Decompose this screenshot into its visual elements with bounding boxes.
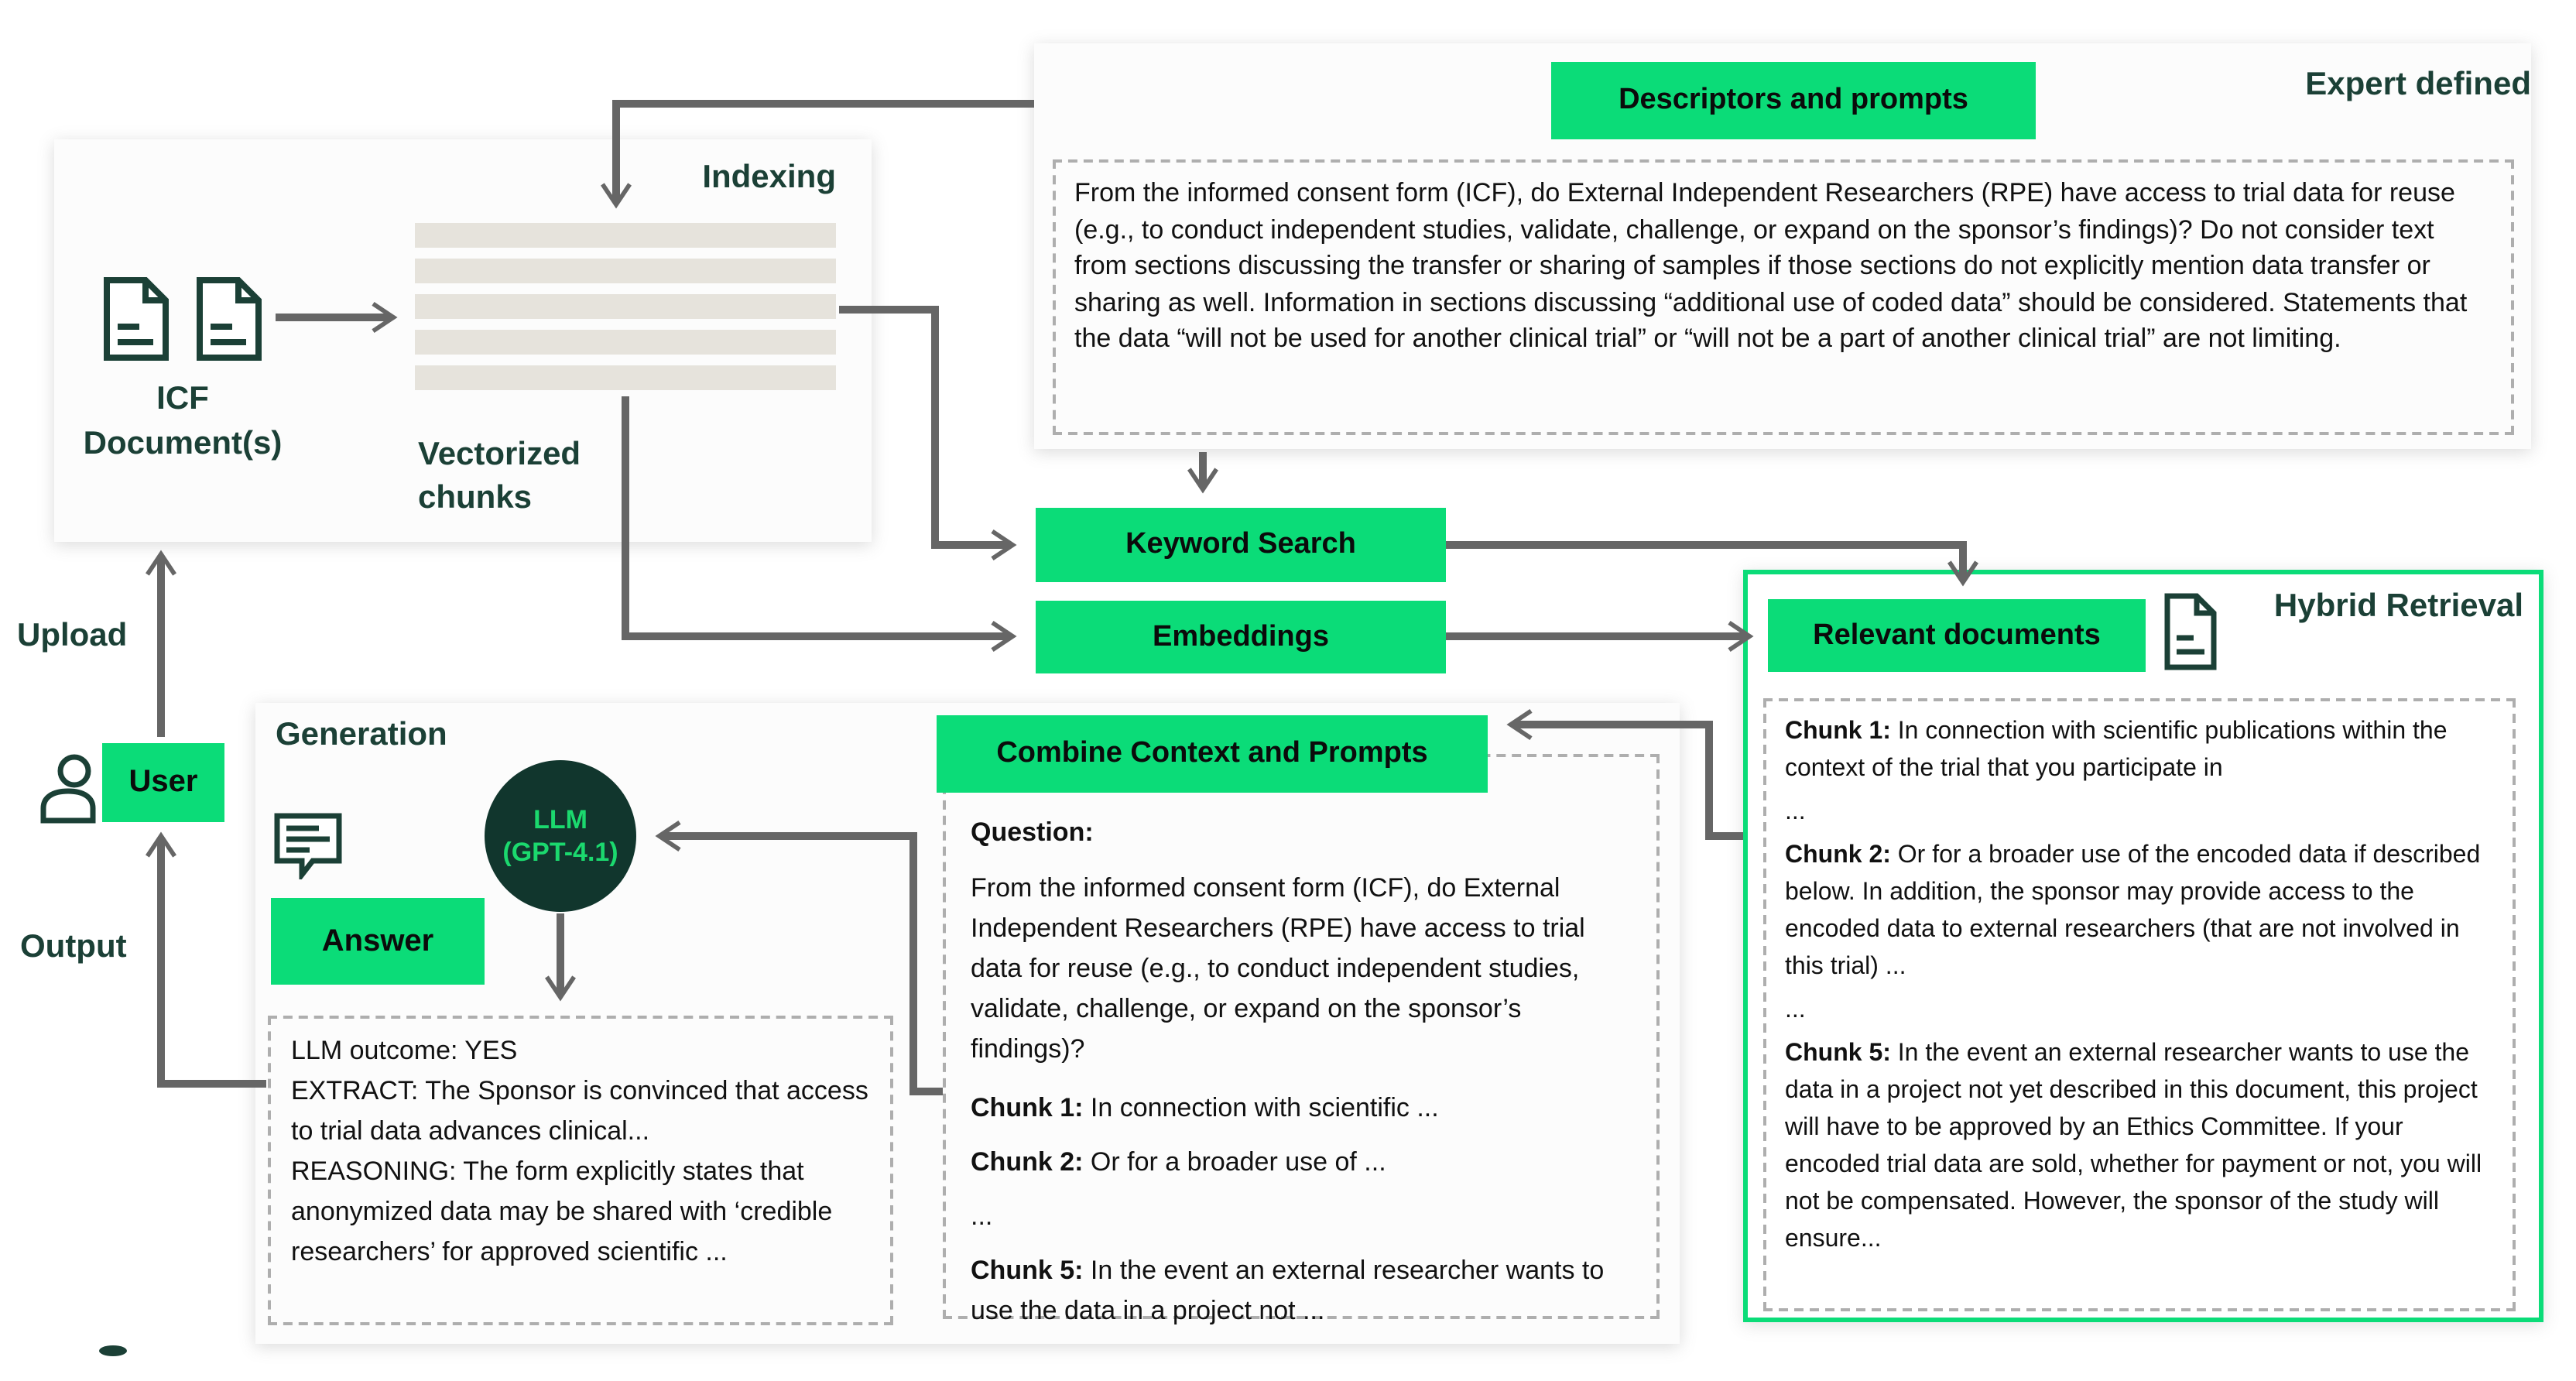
expert-prompt-box	[1053, 159, 2514, 435]
combine-context-button: Combine Context and Prompts	[937, 715, 1488, 793]
person-icon	[37, 752, 99, 824]
arrow-output	[161, 839, 266, 1084]
generation-title: Generation	[276, 717, 447, 752]
chunk-text: ...	[1785, 799, 1806, 825]
question-box	[943, 754, 1660, 1325]
upload-label: Upload	[17, 618, 128, 653]
question-title: Question:	[971, 817, 1094, 847]
document-icon	[102, 276, 170, 362]
chunk-text: Chunk 2: Or for a broader use of ...	[971, 1147, 1386, 1177]
chunk-text: Chunk 1: In connection with scientific ...	[971, 1093, 1439, 1122]
vectorized-chunks-label: Vectorized chunks	[418, 437, 581, 516]
answer-button: Answer	[271, 898, 485, 985]
llm-label: LLM	[533, 805, 587, 834]
llm-node	[485, 760, 636, 912]
indexing-label: Indexing	[702, 159, 836, 195]
chunk-text: ...	[1785, 997, 1806, 1023]
user-box: User	[102, 743, 224, 822]
expert-prompt-text: From the informed consent form (ICF), do External Independent Researchers (RPE) have access to trial data for reuse (e.g., to conduct independent studies, validate, challenge, or expand on the sponsor’s findings)? Do not consider text from sections discussing the transfer or sharing of samples if those sections do not explicitly mention data transfer or sharing as well. Information in sections discussing “additional use of coded data” should be considered. Statements that the data “will not be used for another clinical trial” or “will not be a part of another clinical trial” are not limiting.	[1074, 178, 2468, 353]
chunk-text: ...	[971, 1201, 993, 1231]
outcome-line: REASONING: The form explicitly states that anonymized data may be shared with ‘credible researchers’ for approved scientific ...	[291, 1157, 833, 1266]
vector-chunk-bar	[415, 365, 836, 390]
cropped-logo-mark	[99, 1345, 127, 1356]
speech-bubble-icon	[272, 811, 344, 879]
keyword-search-button: Keyword Search	[1036, 508, 1446, 582]
document-icon	[2164, 593, 2217, 670]
chunk-text: Chunk 1: In connection with scientific publications within the context of the trial that you participate in	[1785, 718, 2448, 782]
hybrid-retrieval-title: Hybrid Retrieval	[2273, 588, 2523, 624]
descriptors-and-prompts-button: Descriptors and prompts	[1551, 62, 2036, 139]
retrieved-chunks-box	[1763, 698, 2516, 1311]
llm-model-label: (GPT-4.1)	[502, 838, 618, 867]
embeddings-button: Embeddings	[1036, 601, 1446, 673]
output-label: Output	[20, 929, 127, 965]
outcome-line: LLM outcome: YES	[291, 1036, 518, 1065]
llm-outcome-box	[268, 1016, 893, 1325]
expert-defined-title: Expert defined	[2305, 67, 2531, 102]
chunk-text: Chunk 5: In the event an external researcher wants to use the data in a project not yet described in this document, this project will have to be approved by an Ethics Committee. If your encoded trial data are sold, whether for payment or not, you will not be compensated. However, the sponsor of the study will ensure...	[1785, 1040, 2482, 1252]
vector-chunk-bar	[415, 294, 836, 319]
icf-documents-label: ICF Document(s)	[83, 381, 283, 461]
vector-chunk-bar	[415, 259, 836, 283]
relevant-documents-button: Relevant documents	[1768, 599, 2146, 672]
vector-chunk-bar	[415, 223, 836, 248]
chunk-text: Chunk 5: In the event an external researcher wants to use the data in a project not ...	[971, 1256, 1605, 1325]
vector-chunk-bar	[415, 330, 836, 355]
outcome-line: EXTRACT: The Sponsor is convinced that access to trial data advances clinical...	[291, 1076, 868, 1146]
document-icon	[195, 276, 263, 362]
chunk-text: Chunk 2: Or for a broader use of the encoded data if described below. In addition, the sponsor may provide access to the encoded data to external researchers (that are not involved in this trial) ...	[1785, 842, 2481, 980]
question-text: From the informed consent form (ICF), do External Independent Researchers (RPE) have access to trial data for reuse (e.g., to conduct independent studies, validate, challenge, or expand on the sponsor’s findings)?	[971, 873, 1585, 1064]
